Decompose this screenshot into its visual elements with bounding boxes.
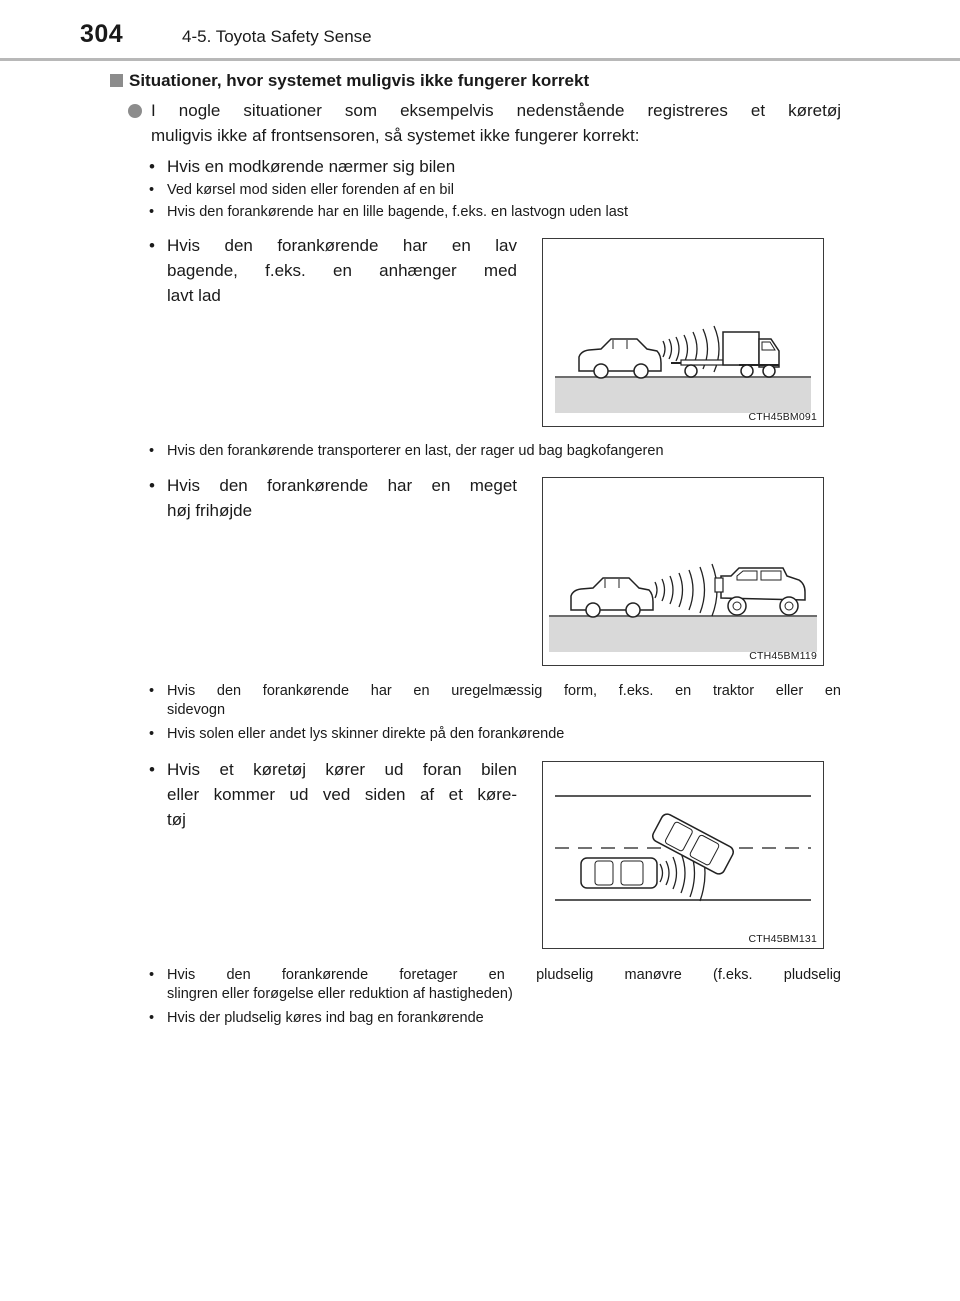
list-item bbox=[149, 442, 841, 461]
list-item-text bbox=[167, 757, 517, 832]
list-item-text: Hvis en modkørende nærmer sig bilen bbox=[167, 157, 456, 176]
list-item bbox=[149, 757, 517, 832]
list-item-line: sidevogn bbox=[167, 702, 226, 718]
bullet-icon: • bbox=[149, 157, 155, 176]
figure-code: CTH45BM091 bbox=[748, 411, 817, 423]
list-item-text bbox=[167, 966, 841, 1004]
car-behind-high-clearance-suv-icon bbox=[543, 478, 823, 665]
list-item-line: Hvis den forankørende har en lav bbox=[167, 236, 517, 255]
list-item bbox=[149, 725, 841, 744]
list-item-line: Hvis den forankørende har en uregelmæssig form, f.eks. en traktor eller en bbox=[167, 683, 841, 699]
list-item-text: Hvis der pludselig køres ind bag en forankørende bbox=[167, 1010, 484, 1026]
list-item-text bbox=[167, 233, 517, 308]
bullet-icon: • bbox=[149, 683, 155, 699]
list-item-line: Hvis den forankørende foretager en pludselig manøvre (f.eks. pludselig bbox=[167, 967, 841, 983]
bullet-icon: • bbox=[149, 204, 155, 220]
list-item-line: tøj bbox=[167, 810, 186, 829]
heading-text: Situationer, hvor systemet muligvis ikke fungerer korrekt bbox=[129, 71, 590, 90]
list-item-line: Hvis den forankørende har en meget bbox=[167, 476, 517, 495]
list-item-line: bagende, f.eks. en anhænger med bbox=[167, 261, 517, 280]
figure-code: CTH45BM119 bbox=[749, 650, 817, 662]
bullet-icon: • bbox=[149, 236, 155, 255]
list-item bbox=[149, 233, 517, 308]
bullet-icon: • bbox=[149, 476, 155, 495]
figure-code: CTH45BM131 bbox=[748, 933, 817, 945]
list-item-text: Hvis den forankørende transporterer en last, der rager ud bag bagkofangeren bbox=[167, 443, 664, 459]
list-item-text bbox=[167, 682, 841, 720]
figure-high-clearance bbox=[542, 477, 824, 666]
intro-line-2: muligvis ikke af frontsensoren, så systemet ikke fungerer korrekt: bbox=[151, 126, 640, 145]
list-item-line: slingren eller forøgelse eller reduktion af hastigheden) bbox=[167, 986, 513, 1002]
square-bullet-icon bbox=[110, 74, 123, 87]
bullet-icon: • bbox=[149, 1010, 155, 1026]
figure-low-trailer bbox=[542, 238, 824, 427]
bullet-icon: • bbox=[149, 726, 155, 742]
section-title: 4-5. Toyota Safety Sense bbox=[182, 27, 372, 46]
intro-line-1: I nogle situationer som eksempelvis nedenstående registreres et køretøj bbox=[151, 101, 841, 120]
page-number: 304 bbox=[80, 20, 124, 48]
car-behind-low-trailer-icon bbox=[543, 239, 823, 426]
list-item-text: Hvis den forankørende har en lille bagende, f.eks. en lastvogn uden last bbox=[167, 204, 629, 220]
list-item-line: høj frihøjde bbox=[167, 501, 253, 520]
bullet-icon: • bbox=[149, 443, 155, 459]
list-item-line: lavt lad bbox=[167, 286, 221, 305]
list-item bbox=[149, 181, 841, 200]
list-item bbox=[149, 1009, 841, 1028]
car-cutting-in-top-view-icon bbox=[543, 762, 823, 948]
list-item-text: Ved kørsel mod siden eller forenden af en bil bbox=[167, 182, 454, 198]
list-item-line: eller kommer ud ved siden af et køre- bbox=[167, 785, 517, 804]
list-item bbox=[149, 966, 841, 1004]
list-item bbox=[149, 473, 517, 523]
circle-bullet-icon bbox=[128, 104, 142, 118]
section-heading bbox=[110, 71, 589, 91]
bullet-icon: • bbox=[149, 760, 155, 779]
intro-paragraph bbox=[151, 98, 841, 148]
bullet-icon: • bbox=[149, 182, 155, 198]
list-item bbox=[149, 154, 841, 179]
figure-cut-in bbox=[542, 761, 824, 949]
list-item bbox=[149, 203, 841, 222]
header-rule bbox=[0, 58, 960, 61]
list-item bbox=[149, 682, 841, 720]
list-item-line: Hvis et køretøj kører ud foran bilen bbox=[167, 760, 517, 779]
list-item-text: Hvis solen eller andet lys skinner direkte på den forankørende bbox=[167, 726, 565, 742]
list-item-text bbox=[167, 473, 517, 523]
bullet-icon: • bbox=[149, 967, 155, 983]
